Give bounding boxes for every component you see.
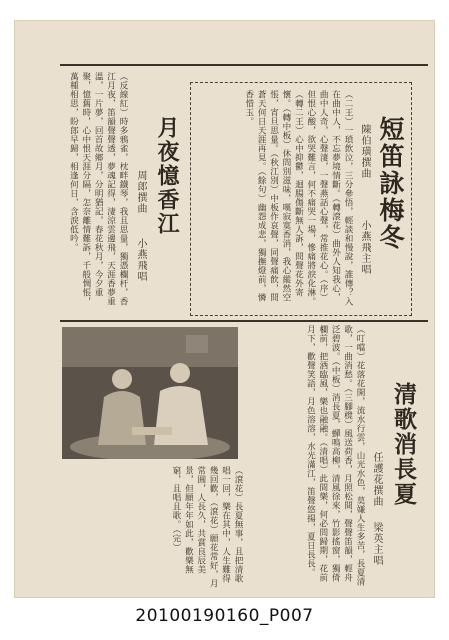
clear-song-singer: 梁英主唱 — [371, 522, 382, 566]
clear-song-lyrics: （叮噹）花落花開，流水行雲，山光水色，莫嫌人生多苦，長夏清歌，一曲消愁。（三腳櫈）風送荷香，月照松間，聲聲笛韻，輕舟泛碧波。（中板）消長夏，蟬鳴高柳，清風徐來，竹影搖窗，獨倚欄前，把酒臨風，樂也融融。（清唱）此間樂，何必問歸期，花前月下，歡聲笑語，月色溶溶，水光滿江，笛聲悠揚，夏日長長。 — [305, 325, 365, 586]
top-rule — [60, 64, 428, 66]
short-flute-writer: 陳伯璜撰曲 — [359, 124, 370, 179]
moonlit-night-lyrics: （反線紅）時多鴉雀，枕畔鐵琴，我且思量，獨憑欄杆，香江月夜，笛韻聲聲透，夢魂記得，淒涼雲邊飛，天涯香夢重溫，一片夢，回首故鄉月，分明猶記，春花秋月，今夕重聚，憶舊時，心中恨天涯分隔，怎奈離情難訴，千般惆悵，萬種相思，盼郎早歸，相逢何日，含淚低吟。 — [68, 72, 128, 306]
middle-rule — [60, 320, 428, 322]
clear-song-writer: 任護花撰曲 — [371, 452, 382, 507]
moonlit-night-title: 月夜憶香江 — [154, 116, 180, 236]
clear-song-title: 清歌消長夏 — [390, 382, 417, 507]
short-flute-lyrics: （二王）一瑣飲泣，三分參悟，輕談和慢說，誰傳？入在曲中人，不忘夢境情斷。（轉滾花）曲外人知我心，曲中人奇，心聲淒，一聲燕話心聲，常推花心。（序）但恨心酸，欲哭難言，何不痛哭一場，慘痛將淚化淋。（轉二王）心中抑鬱，迴腸傷斷無人訴，問聲花外寄懷。（轉中板）休問別滋味，嘆寂寞香消，我心縱然空悵，宵旦思量。（秋江別）中板作哀聲，同聲痛飲，問蒼天何日天涯再見。（餘句）幽怨成悲，獨撫燈前，憐香惜玉。 — [243, 90, 353, 306]
short-flute-singer: 小燕飛主唱 — [359, 220, 370, 275]
short-flute-title: 短笛詠梅冬 — [376, 116, 405, 251]
moonlit-night-writer: 周郎撰曲 — [135, 170, 146, 214]
moonlit-night-singer: 小燕飛唱 — [135, 238, 146, 282]
clear-song-lyrics-continued: （滾花）長夏無事，且把清歌唱一回，樂在其中，人生難得幾回歡，（滾花）願花常好，月常圓，人長久，共賞良辰美景，但願年年如此，歡樂無窮，且唱且歌。（完） — [170, 466, 243, 588]
singers-photo — [62, 327, 238, 459]
singers-photo-drawing — [62, 327, 238, 459]
archive-id: 20100190160_P007 — [135, 606, 314, 626]
magazine-page — [14, 20, 435, 598]
